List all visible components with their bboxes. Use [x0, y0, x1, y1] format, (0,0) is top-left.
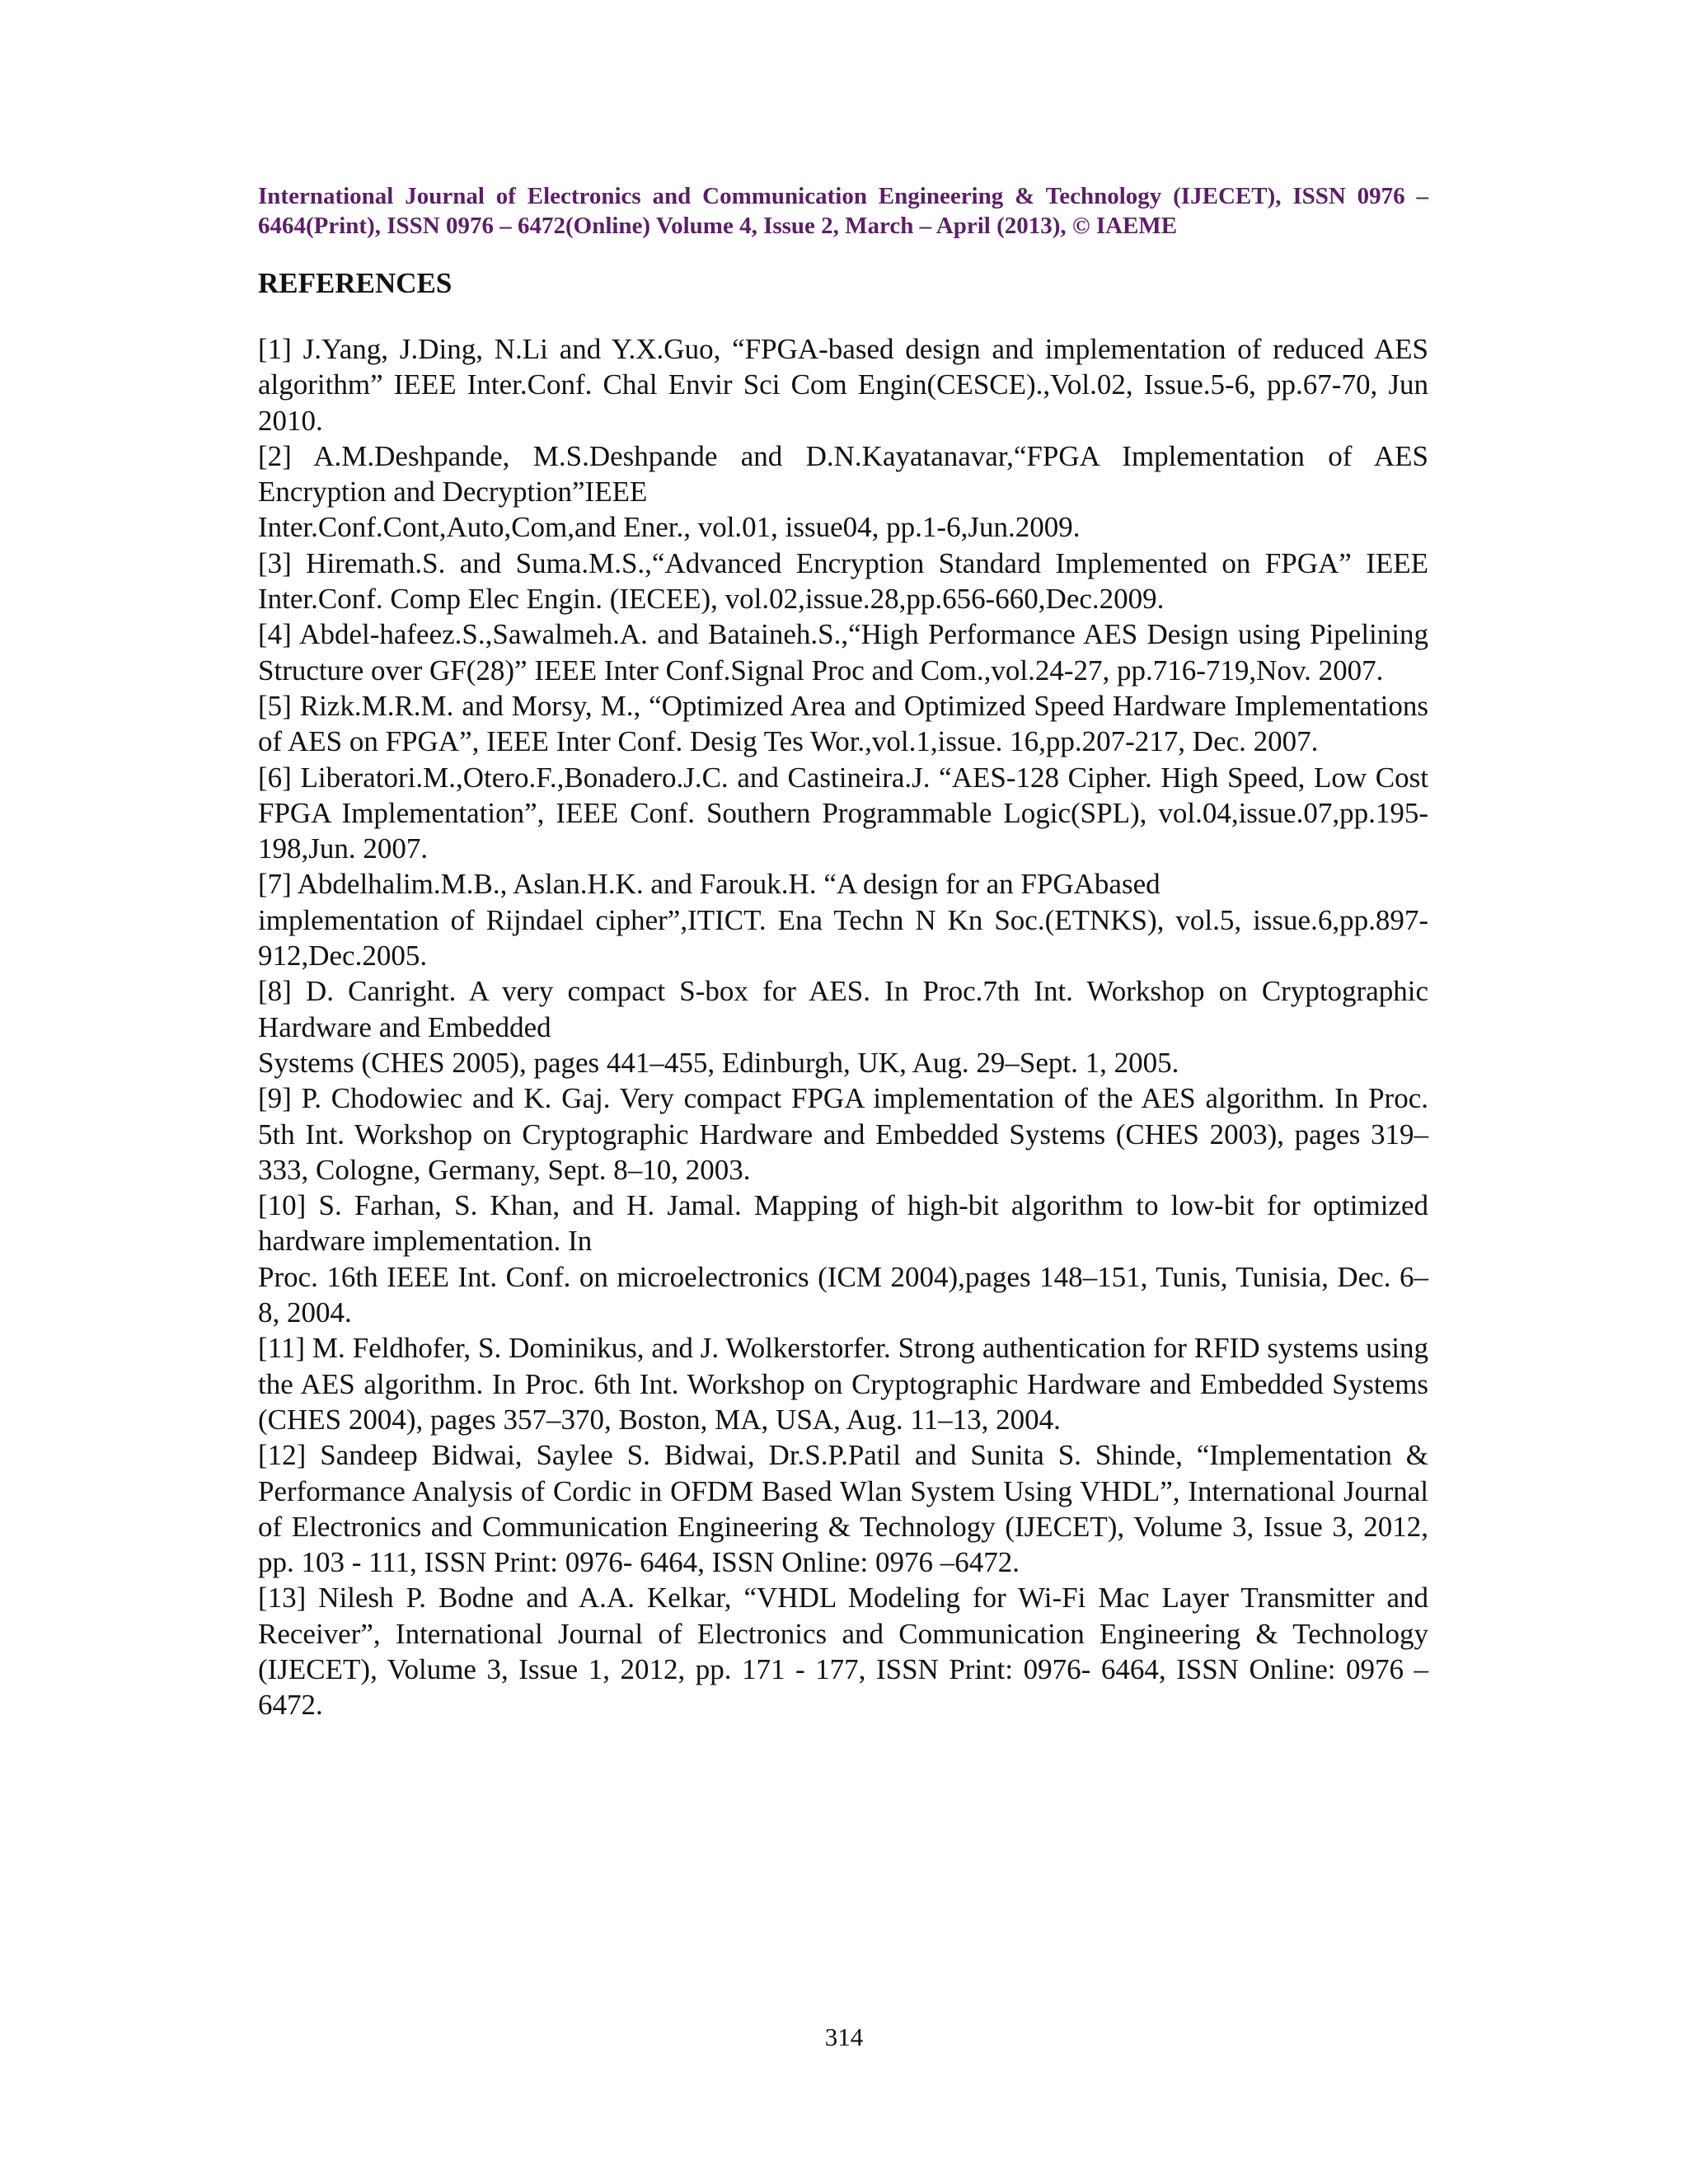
reference-text: [12] Sandeep Bidwai, Saylee S. Bidwai, Dr.S.P.Patil and Sunita S. Shinde, “Implementation & Performance Analysis of Cordic in OFDM Based Wlan System Using VHDL”, International Journal of Electronics and Communication Engineering & Technology (IJECET), Volume 3, Issue 3, 2012, pp. 103 - 111, ISSN Print: 0976- 6464, ISSN Online: 0976 –6472.: [258, 1439, 1428, 1579]
reference-item-2: [258, 438, 1428, 546]
reference-text: [3] Hiremath.S. and Suma.M.S.,“Advanced Encryption Standard Implemented on FPGA” IEEE Inter.Conf. Comp Elec Engin. (IECEE), vol.02,issue.28,pp.656-660,Dec.2009.: [258, 546, 1428, 616]
reference-item-1: [258, 331, 1428, 438]
reference-list: [258, 331, 1428, 1723]
reference-item-4: [258, 616, 1428, 688]
reference-text-continued: Systems (CHES 2005), pages 441–455, Edinburgh, UK, Aug. 29–Sept. 1, 2005.: [258, 1046, 1179, 1079]
reference-text: [6] Liberatori.M.,Otero.F.,Bonadero.J.C. and Castineira.J. “AES-128 Cipher. High Speed, Low Cost FPGA Implementation”, IEEE Conf. Southern Programmable Logic(SPL), vol.04,issue.07,pp.195-198,Jun. 2007.: [258, 761, 1428, 865]
reference-text: [7] Abdelhalim.M.B., Aslan.H.K. and Farouk.H. “A design for an FPGAbased: [258, 868, 1160, 901]
reference-item-12: [258, 1437, 1428, 1580]
reference-text: [11] M. Feldhofer, S. Dominikus, and J. Wolkerstorfer. Strong authentication for RFID systems using the AES algorithm. In Proc. 6th Int. Workshop on Cryptographic Hardware and Embedded Systems (CHES 2004), pages 357–370, Boston, MA, USA, Aug. 11–13, 2004.: [258, 1332, 1428, 1436]
journal-header: International Journal of Electronics and Communication Engineering & Technology (IJECET), ISSN 0976 – 6464(Print), ISSN 0976 – 6472(Online) Volume 4, Issue 2, March – April (2013), © IAEME: [258, 183, 1428, 239]
reference-text: [13] Nilesh P. Bodne and A.A. Kelkar, “VHDL Modeling for Wi-Fi Mac Layer Transmitter and Receiver”, International Journal of Electronics and Communication Engineering & Technology (IJECET), Volume 3, Issue 1, 2012, pp. 171 - 177, ISSN Print: 0976- 6464, ISSN Online: 0976 –6472.: [258, 1582, 1428, 1722]
reference-text: [4] Abdel-hafeez.S.,Sawalmeh.A. and Bataineh.S.,“High Performance AES Design using Pipelining Structure over GF(28)” IEEE Inter Conf.Signal Proc and Com.,vol.24-27, pp.716-719,Nov. 2007.: [258, 618, 1428, 687]
reference-text-continued: Proc. 16th IEEE Int. Conf. on microelectronics (ICM 2004),pages 148–151, Tunis, Tunisia, Dec. 6–8, 2004.: [258, 1260, 1428, 1329]
page-content: [258, 181, 1428, 1723]
reference-text: [10] S. Farhan, S. Khan, and H. Jamal. Mapping of high-bit algorithm to low-bit for optimized hardware implementation. In: [258, 1189, 1428, 1258]
reference-text-continued: Inter.Conf.Cont,Auto,Com,and Ener., vol.01, issue04, pp.1-6,Jun.2009.: [258, 511, 1081, 544]
reference-text: [8] D. Canright. A very compact S-box for AES. In Proc.7th Int. Workshop on Cryptographic Hardware and Embedded: [258, 975, 1428, 1043]
reference-text: [2] A.M.Deshpande, M.S.Deshpande and D.N.Kayatanavar,“FPGA Implementation of AES Encryption and Decryption”IEEE: [258, 439, 1428, 509]
reference-text-continued: implementation of Rijndael cipher”,ITICT. Ena Techn N Kn Soc.(ETNKS), vol.5, issue.6,pp.897-912,Dec.2005.: [258, 903, 1428, 972]
reference-item-11: [258, 1330, 1428, 1437]
reference-item-3: [258, 546, 1428, 617]
reference-item-13: [258, 1580, 1428, 1722]
reference-item-7: [258, 866, 1428, 973]
reference-text: [1] J.Yang, J.Ding, N.Li and Y.X.Guo, “FPGA-based design and implementation of reduced AES algorithm” IEEE Inter.Conf. Chal Envir Sci Com Engin(CESCE).,Vol.02, Issue.5-6, pp.67-70, Jun 2010.: [258, 333, 1428, 437]
reference-item-9: [258, 1080, 1428, 1188]
reference-item-6: [258, 760, 1428, 867]
reference-text: [9] P. Chodowiec and K. Gaj. Very compact FPGA implementation of the AES algorithm. In Proc. 5th Int. Workshop on Cryptographic Hardware and Embedded Systems (CHES 2003), pages 319–333, Cologne, Germany, Sept. 8–10, 2003.: [258, 1082, 1428, 1186]
references-heading: REFERENCES: [258, 267, 452, 299]
reference-item-5: [258, 688, 1428, 760]
reference-item-8: [258, 973, 1428, 1080]
page-number: 314: [824, 2022, 864, 2051]
reference-text: [5] Rizk.M.R.M. and Morsy, M., “Optimized Area and Optimized Speed Hardware Implementations of AES on FPGA”, IEEE Inter Conf. Desig Tes Wor.,vol.1,issue. 16,pp.207-217, Dec. 2007.: [258, 689, 1428, 758]
reference-item-10: [258, 1188, 1428, 1330]
